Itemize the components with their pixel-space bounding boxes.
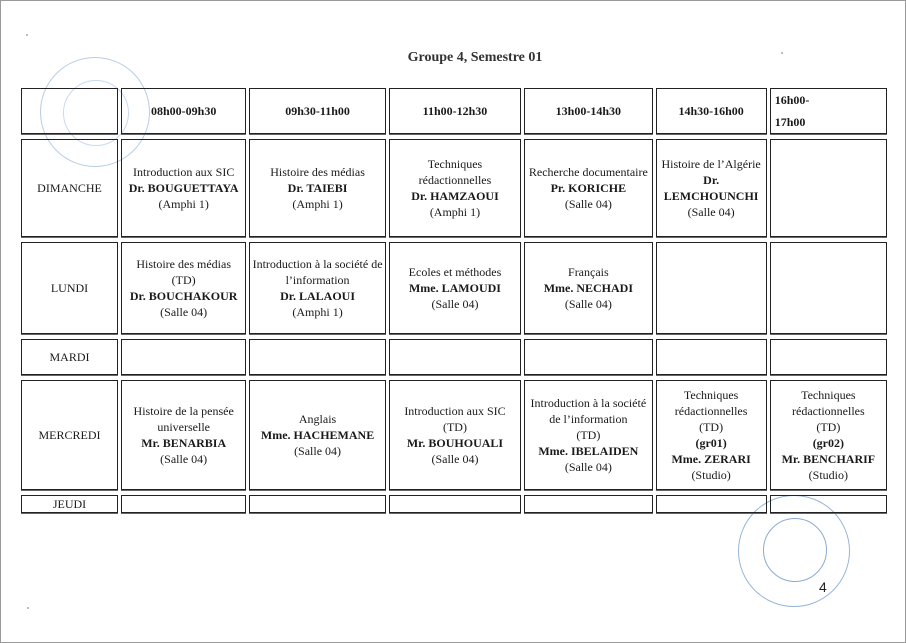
course-title: Introduction à la société de l’information [252,257,383,287]
course-title: Histoire de la pensée universelle [133,404,234,434]
day-row [21,380,887,490]
course-title: (gr02) [812,436,845,450]
corner-cell [21,88,118,134]
teacher-name: Mme. NECHADI [543,281,634,295]
room-label: (Amphi 1) [429,205,481,219]
day-label: LUNDI [21,242,118,334]
scan-speck [27,607,29,609]
room-label: (Salle 04) [294,444,342,458]
course-cell [121,380,246,490]
day-row [21,339,887,375]
teacher-name: Mr. BOUHOUALI [406,436,504,450]
teacher-name: Mme. ZERARI [671,452,751,466]
course-cell [249,339,385,375]
course-title: Histoire des médias [136,257,231,271]
room-label: (Amphi 1) [158,197,209,211]
course-cell [121,339,246,375]
course-cell [249,380,385,490]
day-row [21,242,887,334]
course-cell [121,495,246,513]
room-label: (Studio) [691,468,731,482]
course-title: Histoire de l’Algérie [661,157,761,171]
day-label: JEUDI [21,495,118,513]
page-title: Groupe 4, Semestre 01 [407,50,543,65]
room-label: (Amphi 1) [292,305,343,319]
time-slot-header: 14h30-16h00 [656,88,767,134]
course-title: (TD) [576,428,601,442]
teacher-name: Dr. LEMCHOUNCHI [663,173,759,203]
room-label: (Salle 04) [564,460,612,474]
teacher-name: Dr. TAIEBI [287,181,348,195]
course-title: (gr01) [695,436,727,450]
room-label: (Salle 04) [564,297,612,311]
day-label: DIMANCHE [21,139,118,237]
time-slot-header: 13h00-14h30 [524,88,652,134]
course-cell [249,495,385,513]
room-label: (Salle 04) [564,197,612,211]
course-cell [249,139,385,237]
teacher-name: Dr. BOUGUETTAYA [128,181,239,195]
course-cell [656,242,767,334]
course-cell [770,139,887,237]
course-cell [524,495,652,513]
room-label: (Salle 04) [160,452,208,466]
course-title: Techniques rédactionnelles [674,388,748,418]
page-number: 4 [819,579,827,595]
teacher-name: Dr. LALAOUI [280,289,356,303]
teacher-name: Dr. BOUCHAKOUR [129,289,238,303]
teacher-name: Mme. HACHEMANE [260,428,375,442]
course-title: Introduction aux SIC [133,165,235,179]
course-cell [656,339,767,375]
course-cell [656,139,767,237]
course-cell [249,242,385,334]
course-cell [389,339,521,375]
teacher-name: Mme. IBELAIDEN [538,444,639,458]
room-label: (Salle 04) [431,452,479,466]
course-cell [121,242,246,334]
course-cell [770,242,887,334]
time-slot-header: 11h00-12h30 [389,88,521,134]
course-title: Introduction à la société de l’information [530,396,647,426]
course-title: Français [568,265,609,279]
course-cell [770,495,887,513]
room-label: (Salle 04) [431,297,479,311]
course-cell [389,242,521,334]
course-cell [524,242,652,334]
day-row [21,495,887,513]
course-cell [656,495,767,513]
room-label: (Salle 04) [687,205,735,219]
course-title: (TD) [171,273,196,287]
course-title: Anglais [298,412,337,426]
course-title: Techniques rédactionnelles [418,157,492,187]
teacher-name: Dr. HAMZAOUI [411,189,499,203]
course-cell [770,380,887,490]
course-cell [524,139,652,237]
time-slot-header: 08h00-09h30 [121,88,246,134]
time-slot-header: 16h00- 17h00 [770,88,887,134]
course-cell [524,339,652,375]
course-cell [389,139,521,237]
course-title: Introduction aux SIC [404,404,506,418]
teacher-name: Mr. BENCHARIF [781,452,876,466]
scan-speck [26,34,28,36]
course-cell [121,139,246,237]
timetable [18,83,890,518]
course-title: Ecoles et méthodes [408,265,502,279]
teacher-name: Mme. LAMOUDI [408,281,501,295]
course-cell [389,380,521,490]
scan-speck [781,52,783,54]
course-title: (TD) [442,420,467,434]
room-label: (Salle 04) [160,305,208,319]
teacher-name: Mr. BENARBIA [141,436,227,450]
course-cell [656,380,767,490]
teacher-name: Pr. KORICHE [550,181,627,195]
course-title: (TD) [699,420,724,434]
course-cell [524,380,652,490]
course-title: Histoire des médias [270,165,365,179]
course-title: Recherche documentaire [528,165,648,179]
room-label: (Studio) [808,468,849,482]
room-label: (Amphi 1) [292,197,343,211]
day-label: MERCREDI [21,380,118,490]
course-title: (TD) [816,420,841,434]
time-header-row [21,88,887,134]
course-cell [770,339,887,375]
day-label: MARDI [21,339,118,375]
time-slot-header: 09h30-11h00 [249,88,385,134]
course-cell [389,495,521,513]
day-row [21,139,887,237]
course-title: Techniques rédactionnelles [792,388,865,418]
